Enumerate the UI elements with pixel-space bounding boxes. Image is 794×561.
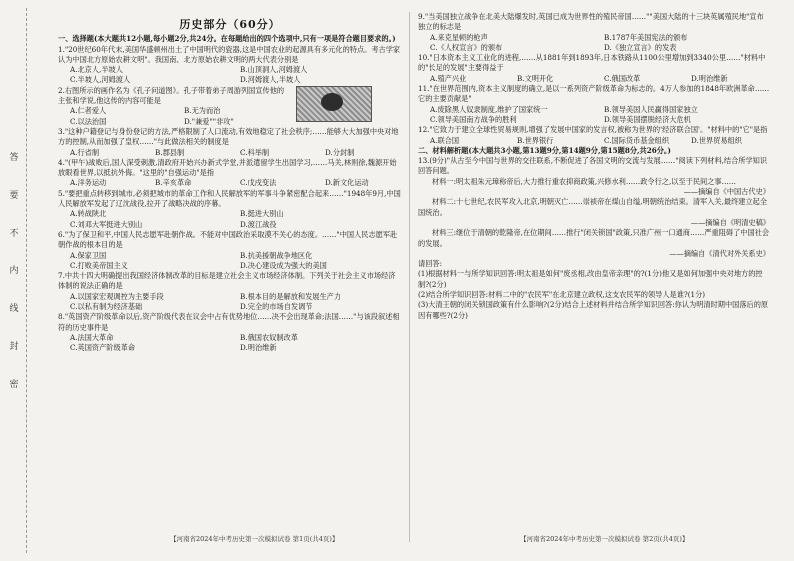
question-stem: 6."为了保卫和平,中国人民志愿军赴朝作战。不能对中国政治采取漠不关心的态度。……"中国人民志愿军赴朝作战的根本目的是 — [58, 229, 398, 250]
option-b: B.郡县制 — [155, 147, 185, 157]
binding-margin — [4, 150, 24, 390]
binding-char: 线 — [9, 304, 19, 315]
option-d: D.新文化运动 — [325, 178, 369, 188]
option-c: C.英国资产阶级革命 — [70, 343, 136, 353]
option-a: A.仁者爱人 — [70, 106, 107, 116]
question-3 — [58, 127, 402, 158]
option-b: B.根本目的是解放和发展生产力 — [240, 291, 342, 301]
question-13-intro: 13.(9分)"从古至今中国与世界的交往联系,不断促进了各国文明的交流与发展……"阅读下列材料,结合所学知识回答问题。 — [418, 156, 768, 176]
option-b: B.1787年美国宪法的颁布 — [604, 32, 688, 42]
question-stem: 1."20世纪60年代末,美国华盛顿州出土了中国明代的瓷器,这是中国农业的起源具有多元化的特点。考古学家认为中国北方原始农耕文明"。我国南、北方原始农耕文明的两大代表分别是 — [58, 44, 401, 64]
option-c: C.打败美帝国主义 — [70, 260, 128, 270]
option-d: D.决心建设成为强大的美国 — [240, 260, 327, 270]
question-stem: 12."它致力于建立全球性贸易规则,增强了发展中国家的发言权,被称为世界的'经济联合国'。"材料中的"它"是指 — [418, 125, 768, 135]
option-a: A.行省制 — [70, 147, 100, 157]
question-stem: 2.右图所示的画作名为《孔子问道图》。孔子带着弟子周游列国宣传他的主张和学说,他这传的内容可能是 — [58, 85, 285, 106]
option-c: C.俄国改革 — [604, 73, 641, 83]
left-column — [58, 12, 402, 354]
option-b: B.世界银行 — [517, 135, 554, 145]
material-3-source: ——摘编自《清代对外关系史》 — [669, 248, 770, 258]
option-b: B.抗美援朝战争地区化 — [240, 250, 313, 260]
question-8 — [58, 312, 402, 353]
sub-question-1: (1)根据材料一与所学知识回答:明太祖是如何"废丞相,改由皇帝亲理"的?(1分)他又是如何加强中央对地方的控制?(2分) — [418, 269, 763, 289]
option-c: C.刘邓大军挺进大别山 — [70, 219, 143, 229]
option-a: A.废除黑人奴隶制度,维护了国家统一 — [430, 104, 548, 114]
page-title: 历史部分（60分） — [179, 18, 281, 31]
binding-char: 封 — [9, 342, 19, 353]
option-c: C.科举制 — [240, 147, 270, 157]
option-c: C.国际货币基金组织 — [604, 135, 670, 145]
option-d: D.明治维新 — [240, 343, 277, 353]
binding-char: 要 — [9, 190, 19, 201]
question-5 — [58, 189, 402, 230]
column-divider — [409, 12, 410, 542]
option-c: C.领导美国南方战争的胜利 — [430, 114, 517, 124]
question-6 — [58, 230, 402, 271]
option-a: A.法国大革命 — [70, 332, 114, 342]
option-d: D.《独立宣言》的发表 — [604, 42, 677, 52]
option-d: D.完全的市场自发调节 — [240, 302, 313, 312]
option-d: D.明治维新 — [691, 73, 728, 83]
question-stem: 8."英国资产阶级革命以后,资产阶级代表在议会中占有优势地位……决不会出现革命;法国……"与该段叙述相符的历史事件是 — [58, 312, 400, 332]
material-2: 材料二:十七世纪,农民军攻入北京,明朝灭亡……崇祯帝在煤山自缢,明朝统治结束。清军入关,最终建立起全国统治。 — [418, 197, 768, 217]
option-c: C.戊戌变法 — [240, 178, 277, 188]
option-b: B.辛亥革命 — [155, 178, 192, 188]
option-a: A.殖产兴业 — [430, 73, 467, 83]
material-1: 材料一:明太祖朱元璋称帝后,大力推行重农抑商政策,兴修水利……政令行之,以至于民间之事…… — [432, 176, 736, 186]
question-7 — [58, 271, 402, 312]
question-4 — [58, 158, 402, 189]
option-b: B.无为而治 — [184, 106, 221, 116]
option-c: C.《人权宣言》的颁布 — [430, 42, 503, 52]
binding-dashed-line — [26, 8, 27, 553]
section1-heading: 一、选择题(本大题共12小题,每小题2分,共24分。在每题给出的四个选项中,只有一项是符合题目要求的。) — [58, 34, 396, 44]
binding-char: 内 — [9, 266, 19, 277]
option-d: D."兼爱""非攻" — [184, 116, 234, 126]
option-a: A.洋务运动 — [70, 178, 107, 188]
option-b: B.领导美国人民赢得国家独立 — [604, 104, 698, 114]
question-9 — [418, 12, 770, 53]
question-10 — [418, 53, 770, 84]
binding-char: 密 — [9, 379, 19, 390]
material-1-source: ——摘编自《中国古代史》 — [683, 187, 770, 197]
option-a: A.以国家宏观调控为主要手段 — [70, 291, 164, 301]
question-stem: 10."日本资本主义工业化的进程,……从1881年到1893年,日本铁路从1100公里增加到3340公里……"材料中的"长足的发展"主要得益于 — [418, 53, 766, 73]
right-column — [418, 12, 770, 321]
question-2 — [58, 86, 402, 127]
question-stem: 5."要把重点转移到城市,必须把城市的革命工作和人民解放军的军事斗争紧密配合起来……"1948年9月,中国人民解放军发起了辽沈战役,拉开了战略决战的序幕。 — [58, 188, 401, 209]
option-a: A.转战陕北 — [70, 209, 107, 219]
section2-heading: 二、材料解析题(本大题共3小题,第13题9分,第14题9分,第15题8分,共26分。) — [418, 145, 671, 155]
question-stem: 7.中共十四大明确提出我国经济体制改革的目标是建立社会主义市场经济体制。下列关于社会主义市场经济体制的说法正确的是 — [58, 271, 396, 291]
option-b: B.俄国农奴制改革 — [240, 332, 298, 342]
question-11 — [418, 84, 770, 125]
sub-question-2: (2)结合所学知识回答:材料二中的"农民军"在北京建立政权,这支农民军的领导人是谁?(1分) — [418, 290, 706, 300]
option-d: D.世界贸易组织 — [691, 135, 742, 145]
binding-char: 不 — [9, 228, 19, 239]
question-stem: 11."在世界范围内,资本主义制度的确立,是以一系列资产阶级革命为标志的。4万人参加的1848年欧洲革命……它的主要贡献是" — [418, 84, 770, 104]
option-d: D.分封制 — [325, 147, 355, 157]
binding-char: 答 — [9, 153, 19, 163]
question-stem: 4."(甲午)战败后,国人深受刺激,清政府开始兴办新式学堂,并派遣留学生出国学习,……马关,林则徐,魏源开始放眼看世界,以抵抗外侮。"这里的"自强运动"是指 — [58, 157, 397, 178]
option-b: B.挺进大别山 — [240, 209, 284, 219]
option-a: A.北京人,半坡人 — [70, 65, 123, 75]
option-d: D.渡江战役 — [240, 219, 277, 229]
question-1 — [58, 45, 402, 86]
material-3: 材料三:继位于清朝的乾隆帝,在位期间……推行"闭关锁国"政策,只准广州一口通商……严重阻碍了中国社会的发展。 — [418, 228, 770, 248]
option-b: B.山顶洞人,河姆渡人 — [240, 65, 308, 75]
option-d: D.领导美国摆脱经济大危机 — [604, 114, 691, 124]
question-12 — [418, 125, 770, 146]
option-d: D.河姆渡人,半坡人 — [240, 75, 301, 85]
page-footer-left: 【河南省2024年中考历史第一次模拟试卷 第1页(共4页)】 — [170, 535, 339, 543]
option-c: C.以法治国 — [70, 116, 107, 126]
option-b: B.文明开化 — [517, 73, 554, 83]
option-c: C.以私有制为经济基础 — [70, 302, 143, 312]
option-a: A.联合国 — [430, 135, 460, 145]
page-footer-right: 【河南省2024年中考历史第一次模拟试卷 第2页(共4页)】 — [520, 535, 689, 543]
question-stem: 9."当美国独立战争在北美大陆爆发时,英国已成为世界性的殖民帝国……""美国大陆的十三块英属殖民地"宣布独立的标志是 — [418, 12, 764, 32]
sub-question-3: (3)大清王朝的闭关锁国政策有什么影响?(2分)结合上述材料并结合所学知识回答:你认为明清时期中国落后的原因有哪些?(2分) — [418, 300, 769, 320]
option-a: A.来克星顿的枪声 — [430, 32, 488, 42]
option-a: A.保家卫国 — [70, 250, 107, 260]
confucius-painting-image — [296, 86, 372, 122]
option-c: C.半坡人,河姆渡人 — [70, 75, 131, 85]
material-2-source: ——摘编自《明清史稿》 — [690, 217, 770, 227]
answer-prompt: 请回答: — [418, 259, 442, 269]
question-stem: 3."这种户籍登记与身份登记的方法,严格限制了人口流动,有效地稳定了社会秩序;……能够大大加强中央对地方的控制,从而加强了皇权……"与此做法相关的制度是 — [58, 126, 399, 147]
